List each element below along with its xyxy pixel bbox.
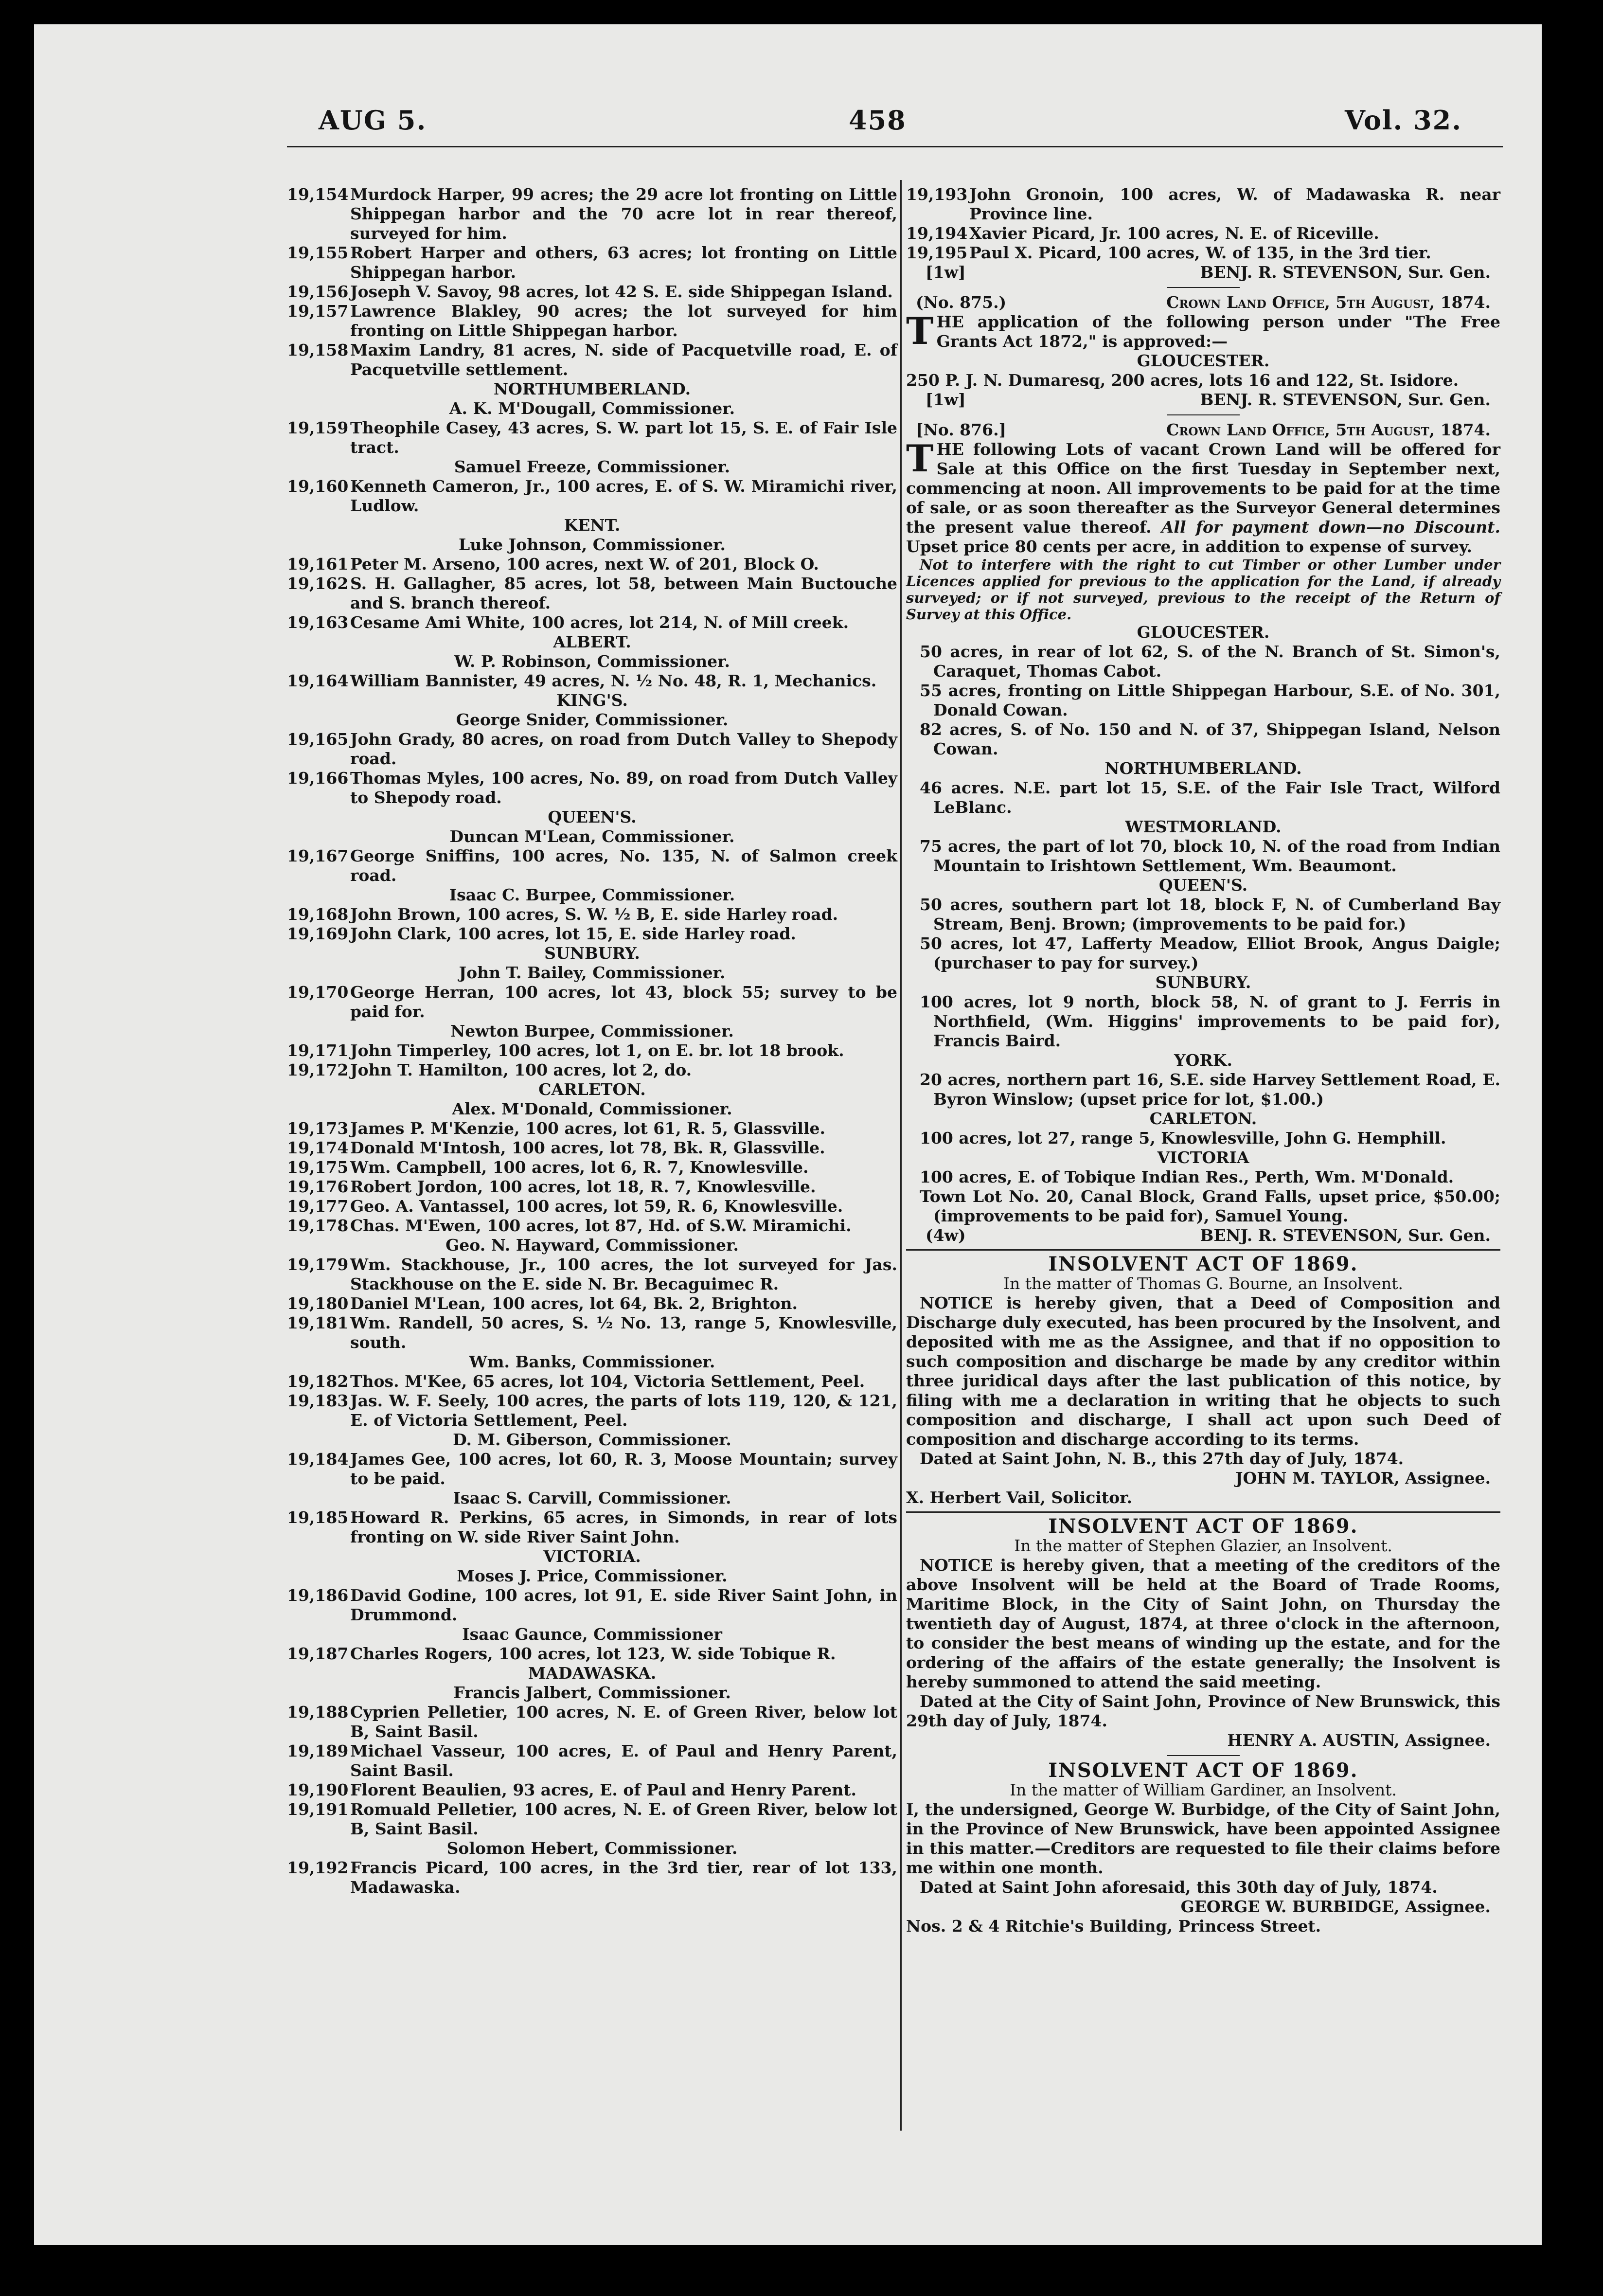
lot-list [906, 778, 1500, 817]
county-heading: GLOUCESTER. [1137, 623, 1270, 642]
grant-entry [287, 477, 897, 516]
insolvent-act-title: INSOLVENT ACT OF 1869. [1048, 1253, 1358, 1275]
grant-number: 19,157 [287, 302, 349, 321]
assignee-signature: JOHN M. TAYLOR, Assignee. [1235, 1469, 1491, 1488]
grant-entry [287, 302, 897, 341]
grant-description: David Godine, 100 acres, lot 91, E. side River Saint John, in Drummond. [350, 1586, 897, 1624]
grant-entry [906, 185, 1500, 224]
grant-entry [906, 243, 1500, 263]
grant-number: 19,170 [287, 983, 349, 1002]
grant-entry [287, 905, 897, 924]
insolvent-act-title: INSOLVENT ACT OF 1869. [1048, 1515, 1358, 1538]
grant-number: 19,183 [287, 1391, 349, 1410]
grant-number: 19,154 [287, 185, 349, 204]
county-heading: WESTMORLAND. [1125, 817, 1282, 836]
section-divider [906, 1249, 1500, 1251]
grant-number: 19,181 [287, 1313, 349, 1332]
column-divider [900, 180, 902, 2131]
grant-description: Robert Jordon, 100 acres, lot 18, R. 7, Knowlesville. [350, 1177, 816, 1196]
grant-number: 19,163 [287, 613, 349, 632]
grant-description: Lawrence Blakley, 90 acres; the lot surveyed for him fronting on Little Shippegan harbor. [350, 302, 897, 340]
signature-line [906, 263, 1500, 282]
commissioner: Geo. N. Hayward, Commissioner. [445, 1236, 739, 1255]
county-heading: VICTORIA. [543, 1547, 641, 1566]
grant-description: Charles Rogers, 100 acres, lot 123, W. side Tobique R. [350, 1644, 836, 1663]
notice-body: HE following Lots of vacant Crown Land will be offered for Sale at this Office on the first Tuesday in September next, commencing at noon. All improvements to be paid for at the time of sale, or as soon thereafter as the Surveyor General determines the present value thereof. [906, 440, 1500, 537]
grant-entry [287, 671, 897, 691]
commissioner: Francis Jalbert, Commissioner. [453, 1683, 731, 1702]
grant-list [287, 671, 897, 691]
grant-list [287, 730, 897, 807]
county-heading: VICTORIA [1157, 1148, 1249, 1167]
grant-entry [287, 1313, 897, 1352]
grant-entry [287, 555, 897, 574]
county-heading: CARLETON. [538, 1080, 646, 1099]
county-heading: NORTHUMBERLAND. [493, 379, 691, 398]
crown-lot-entry: 55 acres, fronting on Little Shippegan Harbour, S.E. of No. 301, Donald Cowan. [920, 681, 1500, 719]
grant-description: Maxim Landry, 81 acres, N. side of Pacquetville road, E. of Pacquetville settlement. [350, 341, 897, 379]
grant-entry [906, 224, 1500, 243]
county-heading: QUEEN'S. [1158, 876, 1248, 895]
insolvent-matter: In the matter of Thomas G. Bourne, an Insolvent. [1003, 1274, 1403, 1293]
commissioner: W. P. Robinson, Commissioner. [454, 652, 730, 671]
commissioner: D. M. Giberson, Commissioner. [453, 1430, 731, 1449]
county-heading: QUEEN'S. [548, 807, 637, 826]
grant-list [287, 418, 897, 457]
grant-number: 19,195 [906, 243, 968, 262]
insolvent-dated: Dated at Saint John aforesaid, this 30th day of July, 1874. [920, 1878, 1438, 1897]
grant-number: 19,192 [287, 1858, 349, 1877]
grant-description: John T. Hamilton, 100 acres, lot 2, do. [350, 1060, 692, 1079]
grant-entry [287, 1741, 897, 1780]
lot-list [906, 1129, 1500, 1148]
grant-entry [287, 1294, 897, 1313]
grant-number: 19,177 [287, 1197, 349, 1216]
lot-list [906, 895, 1500, 973]
grant-entry [287, 1216, 897, 1236]
grant-description: Francis Picard, 100 acres, in the 3rd tier, rear of lot 133, Madawaska. [350, 1858, 897, 1897]
header-rule [287, 146, 1503, 147]
notice-header [906, 420, 1500, 440]
grant-description: Wm. Randell, 50 acres, S. ½ No. 13, range 5, Knowlesville, south. [350, 1313, 897, 1352]
grant-entry [287, 1508, 897, 1547]
insolvent-notice-body: NOTICE is hereby given, that a meeting of the creditors of the above Insolvent will be held at the Board of Trade Rooms, Maritime Block, in the City of Saint John, on Thursday the twentieth day of August, 1874, at three o'clock in the afternoon, to consider the best means of winding up the estate, and for the ordering of the affairs of the estate generally; the Insolvent is hereby summoned to attend the said meeting. [906, 1556, 1500, 1691]
notice-text [906, 437, 1500, 556]
grant-description: Xavier Picard, Jr. 100 acres, N. E. of Riceville. [969, 224, 1379, 243]
grant-description: S. H. Gallagher, 85 acres, lot 58, between Main Buctouche and S. branch thereof. [350, 574, 897, 612]
grant-description: Geo. A. Vantassel, 100 acres, lot 59, R. 6, Knowlesville. [350, 1197, 843, 1216]
grant-entry [287, 1372, 897, 1391]
notice-upset-price: Upset price 80 cents per acre, in addition to expense of survey. [906, 537, 1472, 556]
section-divider [1167, 1755, 1240, 1756]
grant-number: 19,166 [287, 769, 349, 788]
grant-description: Michael Vasseur, 100 acres, E. of Paul and Henry Parent, Saint Basil. [350, 1741, 897, 1780]
grant-list [287, 1508, 897, 1547]
crown-lot-entry: 50 acres, in rear of lot 62, S. of the N. Branch of St. Simon's, Caraquet, Thomas Cabot. [920, 642, 1500, 681]
crown-lot-entry: 46 acres. N.E. part lot 15, S.E. of the Fair Isle Tract, Wilford LeBlanc. [920, 778, 1500, 817]
grant-list [906, 185, 1500, 263]
notice-office: Crown Land Office, 5th August, 1874. [1166, 420, 1491, 439]
commissioner: Alex. M'Donald, Commissioner. [452, 1099, 732, 1118]
assignee-address: Nos. 2 & 4 Ritchie's Building, Princess Street. [906, 1917, 1321, 1936]
grant-number: 19,194 [906, 224, 968, 243]
insertion-mark: [1w] [926, 263, 966, 282]
drop-cap: T [906, 309, 934, 353]
grant-number: 19,178 [287, 1216, 349, 1235]
grant-description: Howard R. Perkins, 65 acres, in Simonds, in rear of lots fronting on W. side River Saint John. [350, 1508, 897, 1546]
county-heading: MADAWASKA. [528, 1664, 657, 1683]
county-heading: NORTHUMBERLAND. [1104, 759, 1302, 778]
crown-lot-entry: 100 acres, lot 27, range 5, Knowlesville, John G. Hemphill. [920, 1129, 1446, 1148]
grant-description: Wm. Campbell, 100 acres, lot 6, R. 7, Knowlesville. [350, 1158, 809, 1177]
grant-number: 19,155 [287, 243, 349, 262]
county-heading: CARLETON. [1149, 1109, 1257, 1128]
grant-number: 19,193 [906, 185, 968, 204]
lot-list [906, 992, 1500, 1051]
grant-description: James P. M'Kenzie, 100 acres, lot 61, R. 5, Glassville. [350, 1119, 825, 1138]
grant-list [287, 1858, 897, 1897]
grant-number: 19,156 [287, 282, 349, 301]
insolvent-matter: In the matter of Stephen Glazier, an Insolvent. [1014, 1536, 1392, 1555]
insolvent-dated: Dated at the City of Saint John, Province of New Brunswick, this 29th day of July, 1874. [906, 1692, 1500, 1730]
grant-entry [287, 185, 897, 243]
commissioner: Luke Johnson, Commissioner. [459, 535, 726, 554]
grant-number: 19,184 [287, 1450, 349, 1469]
section-divider [1167, 287, 1240, 288]
page-number: 458 [849, 105, 907, 136]
grant-entry [287, 1119, 897, 1138]
insolvent-notice-body: NOTICE is hereby given, that a Deed of Composition and Discharge duly executed, has been procured by the Insolvent, and deposited with me as the Assignee, and that if no opposition to such composition and discharge be made by any creditor within three juridical days after the last publication of this notice, by filing with me a declaration in writing that he objects to such composition and discharge, I shall act upon such Deed of composition and discharge according to its terms. [906, 1293, 1500, 1449]
notice-number: [No. 876.] [916, 420, 1007, 439]
signature-line [906, 1226, 1500, 1245]
grant-number: 19,171 [287, 1041, 349, 1060]
grant-description: William Bannister, 49 acres, N. ½ No. 48, R. 1, Mechanics. [350, 671, 877, 690]
grant-number: 19,159 [287, 418, 349, 437]
grant-entry [287, 1138, 897, 1158]
grant-number: 19,172 [287, 1060, 349, 1079]
grant-list [287, 1450, 897, 1489]
grant-entry [287, 1800, 897, 1839]
grant-entry [287, 1391, 897, 1430]
grant-entry [287, 1858, 897, 1897]
grant-number: 19,175 [287, 1158, 349, 1177]
county-heading: GLOUCESTER. [1137, 351, 1270, 370]
grant-list [287, 1703, 897, 1839]
grant-description: Florent Beaulien, 93 acres, E. of Paul and Henry Parent. [350, 1780, 856, 1799]
right-column [906, 185, 1500, 1936]
crown-lot-entry: 50 acres, southern part lot 18, block F, N. of Cumberland Bay Stream, Benj. Brown; (improvements to be paid for.) [920, 895, 1500, 933]
grant-entry [287, 730, 897, 769]
grant-description: Thos. M'Kee, 65 acres, lot 104, Victoria Settlement, Peel. [350, 1372, 865, 1391]
grant-number: 19,168 [287, 905, 349, 924]
grant-description: John Gronoin, 100 acres, W. of Madawaska R. near Province line. [969, 185, 1500, 223]
grant-list [287, 1041, 897, 1080]
grant-entry [287, 1255, 897, 1294]
grant-description: Robert Harper and others, 63 acres; lot fronting on Little Shippegan harbor. [350, 243, 897, 282]
grant-number: 19,161 [287, 555, 349, 574]
grant-entry [287, 983, 897, 1022]
grant-entry [287, 1780, 897, 1800]
grant-entry [287, 846, 897, 885]
crown-lot-entry: 75 acres, the part of lot 70, block 10, N. of the road from Indian Mountain to Irishtown Settlement, Wm. Beaumont. [920, 837, 1500, 875]
section-divider [906, 1511, 1500, 1513]
crown-lot-entry: 50 acres, lot 47, Lafferty Meadow, Elliot Brook, Angus Daigle; (purchaser to pay for survey.) [920, 934, 1500, 972]
crown-lot-entry: 100 acres, E. of Tobique Indian Res., Perth, Wm. M'Donald. [920, 1167, 1454, 1186]
grant-entry [287, 924, 897, 944]
assignee-signature: HENRY A. AUSTIN, Assignee. [1227, 1731, 1491, 1750]
volume-number: Vol. 32. [1345, 105, 1462, 136]
grant-number: 19,176 [287, 1177, 349, 1196]
grant-number: 19,167 [287, 846, 349, 865]
commissioner: Newton Burpee, Commissioner. [450, 1022, 734, 1040]
notice-header [906, 293, 1500, 312]
grant-entry [287, 613, 897, 632]
grant-entry [287, 1060, 897, 1080]
grant-list [287, 185, 897, 379]
surveyor-general-signature: BENJ. R. STEVENSON, Sur. Gen. [1200, 1226, 1491, 1245]
grant-description: Thomas Myles, 100 acres, No. 89, on road from Dutch Valley to Shepody road. [350, 769, 897, 807]
county-heading: YORK. [1174, 1051, 1232, 1070]
grant-list [287, 983, 897, 1022]
notice-payment-terms: All for payment down—no Discount. [1161, 518, 1500, 537]
grant-description: Kenneth Cameron, Jr., 100 acres, E. of S. W. Miramichi river, Ludlow. [350, 477, 897, 515]
grant-description: Wm. Stackhouse, Jr., 100 acres, the lot surveyed for Jas. Stackhouse on the E. side N. Br. Becaguimec R. [350, 1255, 897, 1293]
grant-number: 19,180 [287, 1294, 349, 1313]
insertion-mark: (4w) [926, 1226, 966, 1245]
grant-number: 19,165 [287, 730, 349, 749]
notice-timber-note: Not to interfere with the right to cut Timber or other Lumber under Licences applied for previous to the application for the Land, if already surveyed; or if not surveyed, previous to the receipt of the Return of Survey at this Office. [906, 556, 1500, 623]
grant-description: Paul X. Picard, 100 acres, W. of 135, in the 3rd tier. [969, 243, 1431, 262]
county-heading: SUNBURY. [1155, 973, 1251, 992]
insertion-mark: [1w] [926, 390, 966, 409]
commissioner: Isaac S. Carvill, Commissioner. [453, 1489, 731, 1507]
crown-lot-entry: 82 acres, S. of No. 150 and N. of 37, Shippegan Island, Nelson Cowan. [920, 720, 1500, 758]
commissioner: John T. Bailey, Commissioner. [459, 963, 726, 982]
notice-body: HE application of the following person under "The Free Grants Act 1872," is approved:— [936, 312, 1500, 351]
grant-description: Romuald Pelletier, 100 acres, N. E. of Green River, below lot B, Saint Basil. [350, 1800, 897, 1838]
commissioner: Moses J. Price, Commissioner. [457, 1566, 728, 1585]
grant-description: Joseph V. Savoy, 98 acres, lot 42 S. E. side Shippegan Island. [350, 282, 893, 301]
grant-number: 19,158 [287, 341, 349, 359]
solicitor-line: X. Herbert Vail, Solicitor. [906, 1488, 1132, 1507]
grant-description: James Gee, 100 acres, lot 60, R. 3, Moose Mountain; survey to be paid. [350, 1450, 897, 1488]
grant-entry [287, 243, 897, 282]
county-heading: ALBERT. [553, 632, 631, 651]
grant-description: Donald M'Intosh, 100 acres, lot 78, Bk. R, Glassville. [350, 1138, 825, 1157]
grant-number: 19,164 [287, 671, 349, 690]
grant-entry [287, 282, 897, 302]
insolvent-notice-body: I, the undersigned, George W. Burbidge, of the City of Saint John, in the Province of New Brunswick, have been appointed Assignee in this matter.—Creditors are requested to file their claims before me within one month. [906, 1800, 1500, 1877]
crown-lot-entry: Town Lot No. 20, Canal Block, Grand Falls, upset price, $50.00; (improvements to be paid for), Samuel Young. [920, 1187, 1500, 1225]
notice-number: (No. 875.) [916, 293, 1007, 312]
lot-list [906, 1167, 1500, 1226]
drop-cap: T [906, 437, 934, 480]
crown-lot-entry: 20 acres, northern part 16, S.E. side Harvey Settlement Road, E. Byron Winslow; (upset price for lot, $1.00.) [920, 1070, 1500, 1109]
county-heading: KING'S. [556, 691, 628, 710]
commissioner: Duncan M'Lean, Commissioner. [449, 827, 735, 846]
grant-number: 19,190 [287, 1780, 349, 1799]
lot-list [906, 642, 1500, 759]
commissioner: Solomon Hebert, Commissioner. [446, 1839, 738, 1858]
grant-entry [287, 1644, 897, 1664]
grant-number: 19,185 [287, 1508, 349, 1527]
grant-description: Chas. M'Ewen, 100 acres, lot 87, Hd. of S.W. Miramichi. [350, 1216, 852, 1235]
county-heading: KENT. [564, 516, 621, 535]
notice-office: Crown Land Office, 5th August, 1874. [1166, 293, 1491, 312]
grant-number: 19,173 [287, 1119, 349, 1138]
left-column [287, 185, 897, 1897]
grant-description: Theophile Casey, 43 acres, S. W. part lot 15, S. E. of Fair Isle tract. [350, 418, 897, 457]
insolvent-act-title: INSOLVENT ACT OF 1869. [1048, 1759, 1358, 1782]
grant-list [287, 846, 897, 885]
grant-entry [287, 1158, 897, 1177]
insolvent-matter: In the matter of William Gardiner, an Insolvent. [1010, 1780, 1397, 1799]
assignee-signature: GEORGE W. BURBIDGE, Assignee. [1180, 1897, 1491, 1916]
grant-number: 19,162 [287, 574, 349, 593]
grant-number: 19,189 [287, 1741, 349, 1760]
grant-number: 19,174 [287, 1138, 349, 1157]
grant-description: Jas. W. F. Seely, 100 acres, the parts of lots 119, 120, & 121, E. of Victoria Settlement, Peel. [350, 1391, 897, 1430]
commissioner: Isaac C. Burpee, Commissioner. [449, 885, 735, 904]
grant-description: John Brown, 100 acres, S. W. ½ B, E. side Harley road. [350, 905, 838, 924]
grant-entry [287, 769, 897, 807]
gazette-page [34, 24, 1542, 2245]
commissioner: Wm. Banks, Commissioner. [469, 1352, 715, 1371]
grant-entry [287, 1450, 897, 1489]
grant-description: Daniel M'Lean, 100 acres, lot 64, Bk. 2, Brighton. [350, 1294, 798, 1313]
grant-description: Cesame Ami White, 100 acres, lot 214, N. of Mill creek. [350, 613, 849, 632]
grant-number: 19,187 [287, 1644, 349, 1663]
grant-list [287, 905, 897, 944]
insolvent-dated: Dated at Saint John, N. B., this 27th day of July, 1874. [920, 1449, 1404, 1468]
grant-number: 19,182 [287, 1372, 349, 1391]
grant-entry [287, 1586, 897, 1625]
grant-list [287, 1644, 897, 1664]
grant-description: Peter M. Arseno, 100 acres, next W. of 201, Block O. [350, 555, 819, 574]
grant-description: George Sniffins, 100 acres, No. 135, N. of Salmon creek road. [350, 846, 897, 885]
lot-list [906, 837, 1500, 876]
grant-description: Cyprien Pelletier, 100 acres, N. E. of Green River, below lot B, Saint Basil. [350, 1703, 897, 1741]
grant-number: 19,186 [287, 1586, 349, 1605]
grant-entry [287, 418, 897, 457]
grant-entry [287, 341, 897, 379]
grant-description: George Herran, 100 acres, lot 43, block 55; survey to be paid for. [350, 983, 897, 1021]
county-heading: SUNBURY. [544, 944, 640, 963]
grant-list [287, 1586, 897, 1625]
grant-entry [287, 1041, 897, 1060]
grant-description: John Timperley, 100 acres, lot 1, on E. br. lot 18 brook. [350, 1041, 844, 1060]
grant-entry [287, 574, 897, 613]
surveyor-general-signature: BENJ. R. STEVENSON, Sur. Gen. [1200, 263, 1491, 282]
grant-number: 19,160 [287, 477, 349, 496]
issue-date: AUG 5. [319, 105, 427, 136]
commissioner: Isaac Gaunce, Commissioner [462, 1625, 722, 1644]
surveyor-general-signature: BENJ. R. STEVENSON, Sur. Gen. [1200, 390, 1491, 409]
grant-list [287, 555, 897, 632]
grant-list [287, 477, 897, 516]
grant-description: Murdock Harper, 99 acres; the 29 acre lot fronting on Little Shippegan harbor and the 70 acre lot in rear thereof, surveyed for him. [350, 185, 897, 243]
grant-description: John Grady, 80 acres, on road from Dutch Valley to Shepody road. [350, 730, 897, 768]
grant-number: 19,179 [287, 1255, 349, 1274]
grant-number: 19,169 [287, 924, 349, 943]
section-divider [1167, 414, 1240, 415]
grant-entry [287, 1703, 897, 1741]
commissioner: A. K. M'Dougall, Commissioner. [449, 399, 735, 418]
grant-list [287, 1372, 897, 1430]
notice-text [906, 309, 1500, 353]
grant-entry [287, 1177, 897, 1197]
free-grant-entry: 250 P. J. N. Dumaresq, 200 acres, lots 16 and 122, St. Isidore. [906, 371, 1459, 390]
signature-line [906, 390, 1500, 410]
commissioner: Samuel Freeze, Commissioner. [454, 457, 730, 476]
grant-number: 19,191 [287, 1800, 349, 1819]
commissioner: George Snider, Commissioner. [456, 710, 729, 729]
grant-list [287, 1255, 897, 1352]
grant-entry [287, 1197, 897, 1216]
grant-list [287, 1119, 897, 1236]
grant-number: 19,188 [287, 1703, 349, 1722]
crown-lot-entry: 100 acres, lot 9 north, block 58, N. of grant to J. Ferris in Northfield, (Wm. Higgins' improvements to be paid for), Francis Baird. [920, 992, 1500, 1050]
lot-list [906, 1070, 1500, 1109]
grant-description: John Clark, 100 acres, lot 15, E. side Harley road. [350, 924, 796, 943]
